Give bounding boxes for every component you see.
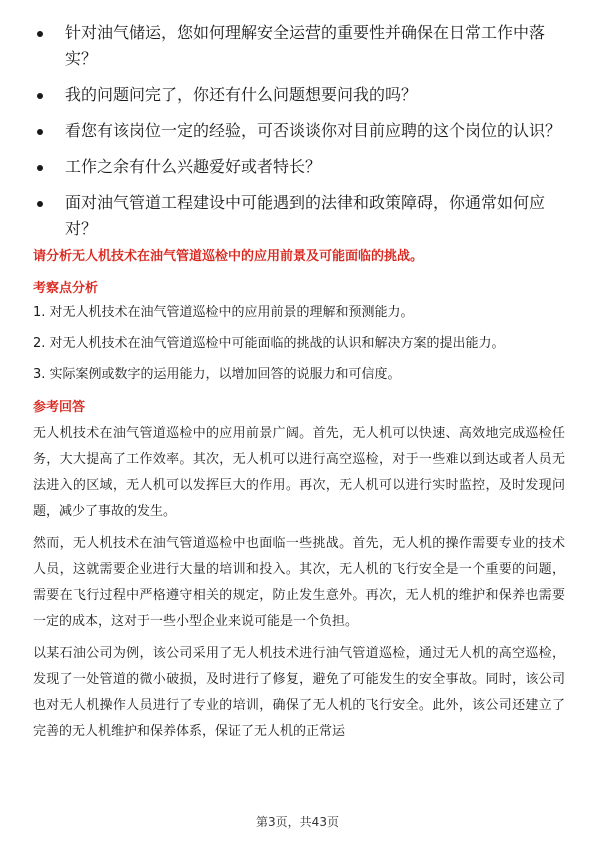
- question-heading: 请分析无人机技术在油气管道巡检中的应用前景及可能面临的挑战。: [33, 249, 424, 264]
- analysis-point: 3. 实际案例或数字的运用能力，以增加回答的说服力和可信度。: [33, 367, 401, 382]
- answer-paragraph: 然而，无人机技术在油气管道巡检中也面临一些挑战。首先，无人机的操作需要专业的技术人员，这就需要企业进行大量的培训和投入。其次，无人机的飞行安全是一个重要的问题，需要在飞行过程中严格遵守相关的规定，防止发生意外。再次，无人机的维护和保养也需要一定的成本，这对于一些小型企业来说可能是一个负担。: [33, 536, 565, 629]
- answer-paragraph: 以某石油公司为例，该公司采用了无人机技术进行油气管道巡检，通过无人机的高空巡检，发现了一处管道的微小破损，及时进行了修复，避免了可能发生的安全事故。同时，该公司也对无人机操作人员进行了专业的培训，确保了无人机的飞行安全。此外，该公司还建立了完善的无人机维护和保养体系，保证了无人机的正常运: [33, 646, 565, 739]
- list-item-text: 看您有该岗位一定的经验，可否谈谈你对目前应聘的这个岗位的认识？: [65, 121, 562, 140]
- analysis-point: 1. 对无人机技术在油气管道巡检中的应用前景的理解和预测能力。: [33, 305, 414, 320]
- analysis-point: 2. 对无人机技术在油气管道巡检中可能面临的挑战的认识和解决方案的提出能力。: [33, 336, 505, 351]
- list-item: [33, 118, 563, 144]
- bullet-dot-icon: [37, 201, 43, 207]
- list-item-text: 工作之余有什么兴趣爱好或者特长？: [65, 157, 322, 176]
- list-item: [33, 154, 563, 180]
- analysis-heading: 考察点分析: [33, 281, 99, 296]
- answer-paragraph: 无人机技术在油气管道巡检中的应用前景广阔。首先，无人机可以快速、高效地完成巡检任务，大大提高了工作效率。其次，无人机可以进行高空巡检，对于一些难以到达或者人员无法进入的区域，无人机可以发挥巨大的作用。再次，无人机可以进行实时监控，及时发现问题，减少了事故的发生。: [33, 426, 565, 519]
- list-item: [33, 20, 563, 72]
- bullet-dot-icon: [37, 165, 43, 171]
- bullet-dot-icon: [37, 31, 43, 37]
- bullet-dot-icon: [37, 129, 43, 135]
- list-item-text: 我的问题问完了，你还有什么问题想要问我的吗？: [65, 85, 418, 104]
- list-item-text: 面对油气管道工程建设中可能遇到的法律和政策障碍，你通常如何应对？: [65, 193, 546, 238]
- answer-body: [33, 421, 565, 751]
- list-item: [33, 190, 563, 242]
- answer-heading: 参考回答: [33, 400, 86, 415]
- bullet-dot-icon: [37, 93, 43, 99]
- list-item: [33, 82, 563, 108]
- list-item-text: 针对油气储运，您如何理解安全运营的重要性并确保在日常工作中落实？: [65, 23, 546, 68]
- page-number: 第3页，共43页: [256, 815, 339, 829]
- analysis-points: [33, 303, 568, 396]
- interview-question-list: [33, 20, 563, 252]
